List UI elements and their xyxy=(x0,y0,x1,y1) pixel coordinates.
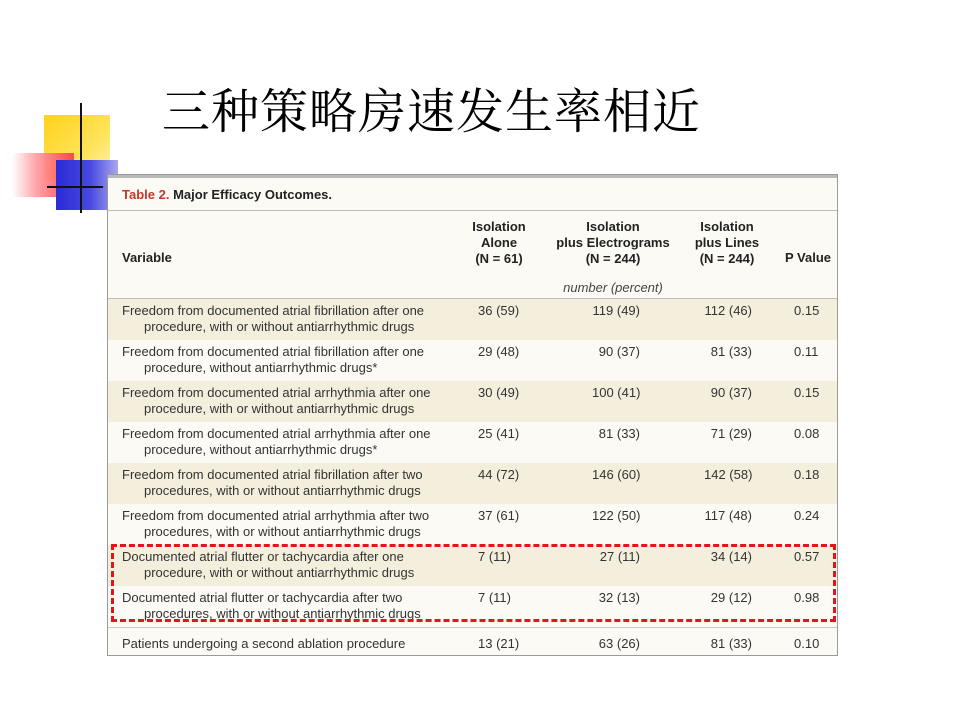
cell-alone: 29 (48) xyxy=(478,344,520,359)
row-variable-line2: procedure, with or without antiarrhythmic drugs xyxy=(144,319,415,334)
row-variable-line2: procedures, with or without antiarrhythmic drugs xyxy=(144,483,421,498)
cell-lines: 34 (14) xyxy=(710,549,752,564)
cell-alone: 44 (72) xyxy=(478,467,520,482)
cell-alone: 13 (21) xyxy=(478,636,520,651)
row-variable-line2: procedure, without antiarrhythmic drugs* xyxy=(144,442,378,457)
table-row xyxy=(108,504,837,545)
cell-pvalue: 0.24 xyxy=(794,508,820,523)
row-variable-line1: Freedom from documented atrial fibrillation after two xyxy=(122,467,423,482)
cell-lines: 71 (29) xyxy=(710,426,752,441)
row-variable xyxy=(122,467,452,499)
table-caption xyxy=(108,178,837,211)
table-row xyxy=(108,340,837,381)
row-variable-line1: Documented atrial flutter or tachycardia after one xyxy=(122,549,404,564)
cell-pvalue: 0.11 xyxy=(794,344,819,359)
cell-pvalue: 0.15 xyxy=(794,303,820,318)
cell-electrograms: 90 (37) xyxy=(598,344,640,359)
table-caption-text: Major Efficacy Outcomes. xyxy=(173,187,333,202)
row-variable xyxy=(122,636,452,652)
row-variable-line1: Freedom from documented atrial arrhythmia after one xyxy=(122,385,431,400)
cell-lines: 29 (12) xyxy=(710,590,752,605)
cell-pvalue: 0.98 xyxy=(794,590,820,605)
cell-electrograms: 27 (11) xyxy=(599,549,640,564)
row-variable-line2: procedure, with or without antiarrhythmic drugs xyxy=(144,401,415,416)
cell-pvalue: 0.10 xyxy=(794,636,820,651)
row-variable xyxy=(122,344,452,376)
col-header-lines-line1: Isolation xyxy=(700,219,754,234)
cell-alone: 36 (59) xyxy=(478,303,520,318)
col-header-lines xyxy=(683,219,771,267)
cell-alone: 25 (41) xyxy=(478,426,520,441)
table-row xyxy=(108,299,837,340)
decorative-horizontal-line xyxy=(47,186,103,188)
decorative-vertical-line xyxy=(80,103,82,213)
cell-lines: 81 (33) xyxy=(710,636,752,651)
col-header-pvalue: P Value xyxy=(784,250,831,265)
row-variable-line2: procedure, with or without antiarrhythmic drugs xyxy=(144,565,415,580)
cell-electrograms: 81 (33) xyxy=(598,426,640,441)
row-variable xyxy=(122,385,452,417)
row-variable-line1: Documented atrial flutter or tachycardia after two xyxy=(122,590,403,605)
col-header-electrograms-line2: plus Electrograms xyxy=(556,235,670,250)
row-variable-line2: procedure, without antiarrhythmic drugs* xyxy=(144,360,378,375)
col-header-electrograms-line1: Isolation xyxy=(586,219,640,234)
cell-electrograms: 119 (49) xyxy=(592,303,640,318)
table-row xyxy=(108,422,837,463)
cell-alone: 30 (49) xyxy=(478,385,520,400)
table-label: Table 2. xyxy=(122,187,170,202)
cell-electrograms: 63 (26) xyxy=(598,636,640,651)
row-variable xyxy=(122,508,452,540)
row-variable-line1: Freedom from documented atrial arrhythmia after two xyxy=(122,508,430,523)
cell-lines: 112 (46) xyxy=(704,303,752,318)
cell-alone: 37 (61) xyxy=(478,508,520,523)
row-variable-line2: procedures, with or without antiarrhythmic drugs xyxy=(144,524,421,539)
row-variable-line1: Freedom from documented atrial fibrillation after one xyxy=(122,303,425,318)
cell-pvalue: 0.08 xyxy=(794,426,820,441)
cell-electrograms: 100 (41) xyxy=(592,385,641,400)
col-header-alone-line1: Isolation xyxy=(472,219,526,234)
table-row xyxy=(108,463,837,504)
row-variable-line1: Freedom from documented atrial fibrillation after one xyxy=(122,344,425,359)
row-variable-line1: Patients undergoing a second ablation procedure xyxy=(122,636,406,651)
cell-alone: 7 (11) xyxy=(478,549,511,564)
col-header-electrograms xyxy=(548,219,678,267)
col-header-variable: Variable xyxy=(122,250,172,265)
table-row xyxy=(108,381,837,422)
unit-label: number (percent) xyxy=(563,280,663,295)
cell-lines: 142 (58) xyxy=(704,467,753,482)
table-row xyxy=(108,627,837,660)
row-variable-line1: Freedom from documented atrial arrhythmia after one xyxy=(122,426,431,441)
cell-electrograms: 32 (13) xyxy=(598,590,640,605)
cell-alone: 7 (11) xyxy=(478,590,511,605)
cell-pvalue: 0.15 xyxy=(794,385,820,400)
row-variable xyxy=(122,426,452,458)
cell-electrograms: 122 (50) xyxy=(592,508,641,523)
col-header-alone xyxy=(458,219,540,267)
cell-electrograms: 146 (60) xyxy=(592,467,641,482)
row-variable xyxy=(122,303,452,335)
cell-lines: 117 (48) xyxy=(704,508,752,523)
col-header-electrograms-line3: (N = 244) xyxy=(585,251,641,266)
col-header-lines-line3: (N = 244) xyxy=(699,251,755,266)
col-header-lines-line2: plus Lines xyxy=(694,235,760,250)
cell-lines: 90 (37) xyxy=(710,385,752,400)
highlight-dashed-box xyxy=(111,544,836,622)
cell-pvalue: 0.18 xyxy=(794,467,820,482)
slide-title: 三种策略房速发生率相近 xyxy=(162,84,702,140)
col-header-alone-line2: Alone xyxy=(480,235,518,250)
row-variable-line2: procedures, with or without antiarrhythmic drugs xyxy=(144,606,421,621)
cell-lines: 81 (33) xyxy=(710,344,752,359)
cell-pvalue: 0.57 xyxy=(794,549,820,564)
col-header-alone-line3: (N = 61) xyxy=(475,251,523,266)
